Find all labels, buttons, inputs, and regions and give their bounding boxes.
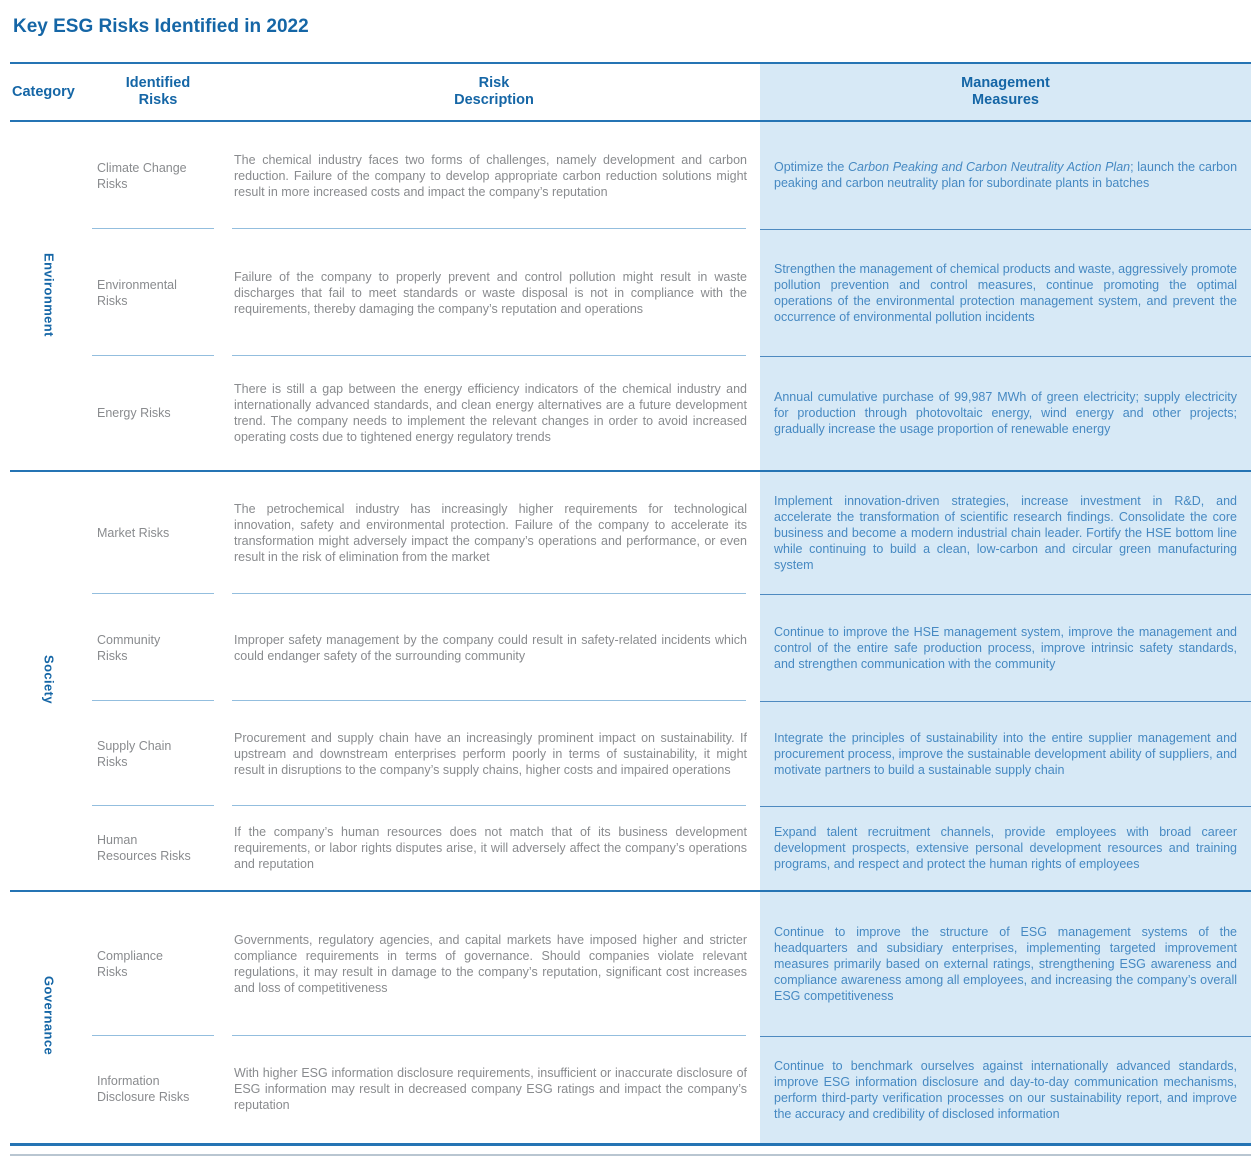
- category-group-society: [10, 471, 1251, 891]
- header-management-measures: Management Measures: [760, 63, 1251, 121]
- management-measure: Strengthen the management of chemical products and waste, aggressively promote pollution prevention and control measures, continue promoting the optimal operations of the environmental protection management system, and prevent the occurrence of environmental pollution incidents: [760, 229, 1251, 356]
- table-header: [10, 63, 1251, 121]
- risk-name: Environmental Risks: [88, 229, 228, 356]
- management-measure: Continue to benchmark ourselves against internationally advanced standards, improve ESG information disclosure and day-to-day communication mechanisms, perform third-party verification processes on our sustainability report, and improve the accuracy and credibility of disclosed information: [760, 1036, 1251, 1144]
- risk-description: Procurement and supply chain have an increasingly prominent impact on sustainability. If upstream and downstream enterprises perform poorly in terms of sustainability, it might result in disruptions to the company’s supply chains, higher costs and impaired operations: [228, 701, 760, 806]
- header-category: [10, 63, 88, 121]
- risk-name: Climate Change Risks: [88, 121, 228, 229]
- category-cell-governance: [10, 891, 88, 1144]
- management-measure: Expand talent recruitment channels, provide employees with broad career development prospects, extensive personal development resources and training programs, and respect and protect the human rights of employees: [760, 806, 1251, 891]
- category-cell-society: [10, 471, 88, 891]
- table-row-market: [10, 471, 1251, 594]
- management-measure: Integrate the principles of sustainability into the entire supplier management and procurement process, improve the sustainable development ability of suppliers, and motivate partners to build a sustainable supply chain: [760, 701, 1251, 806]
- table-bottom-rule: [10, 1154, 1251, 1156]
- management-measure: Annual cumulative purchase of 99,987 MWh of green electricity; supply electricity for production through photovoltaic energy, wind energy and other projects; gradually increase the usage proportion of renewable energy: [760, 356, 1251, 471]
- table-row-climate-change: [10, 121, 1251, 229]
- risk-name: Human Resources Risks: [88, 806, 228, 891]
- category-group-governance: [10, 891, 1251, 1144]
- risk-name: Supply Chain Risks: [88, 701, 228, 806]
- management-measure: Continue to improve the HSE management system, improve the management and control of the entire safe production process, improve intrinsic safety standards, and strengthen communication with the community: [760, 594, 1251, 701]
- risk-name: Market Risks: [88, 471, 228, 594]
- plan-name-italic: Carbon Peaking and Carbon Neutrality Action Plan: [848, 160, 1131, 175]
- risk-description: The chemical industry faces two forms of challenges, namely development and carbon reduction. Failure of the company to develop appropriate carbon reduction solutions might result in more increased costs and impact the company’s reputation: [228, 121, 760, 229]
- header-category-label: Category: [12, 83, 75, 100]
- risk-description: Improper safety management by the company could result in safety-related incidents which could endanger safety of the surrounding community: [228, 594, 760, 701]
- table-row-energy: [10, 356, 1251, 471]
- risk-name: Compliance Risks: [88, 891, 228, 1036]
- category-label: Society: [41, 654, 57, 705]
- header-risk-description: Risk Description: [228, 63, 760, 121]
- measure-text: Optimize the Carbon Peaking and Carbon Neutrality Action Plan; launch the carbon peaking and carbon neutrality plan for subordinate plants in batches: [774, 160, 1238, 191]
- table-row-environmental: [10, 229, 1251, 356]
- table-row-human-resources: [10, 806, 1251, 891]
- risk-name: Community Risks: [88, 594, 228, 701]
- category-cell-environment: [10, 121, 88, 471]
- page-title: Key ESG Risks Identified in 2022: [13, 16, 309, 37]
- risk-description: The petrochemical industry has increasingly higher requirements for technological innovation, safety and environmental protection. Failure of the company to accelerate its transformation might adversely impact the company’s operations and performance, or even result in the risk of elimination from the market: [228, 471, 760, 594]
- table-row-community: [10, 594, 1251, 701]
- risk-name: Information Disclosure Risks: [88, 1036, 228, 1144]
- header-row: [10, 63, 1251, 121]
- header-identified-risks: Identified Risks: [88, 63, 228, 121]
- category-label: Governance: [41, 976, 57, 1056]
- management-measure: Continue to improve the structure of ESG management systems of the headquarters and subsidiary enterprises, implementing targeted improvement measures primarily based on external ratings, strengthening ESG awareness and compliance awareness among all employees, and increasing the company’s overall ESG competitiveness: [760, 891, 1251, 1036]
- risk-description: Failure of the company to properly prevent and control pollution might result in waste discharges that fail to meet standards or waste disposal is not in compliance with the requirements, thereby damaging the company’s reputation and operations: [228, 229, 760, 356]
- risk-description: Governments, regulatory agencies, and capital markets have imposed higher and stricter compliance requirements in terms of governance. Should companies violate relevant regulations, it may result in damage to the company’s reputation, significant cost increases and loss of competitiveness: [228, 891, 760, 1036]
- table-row-supply-chain: [10, 701, 1251, 806]
- table-row-compliance: [10, 891, 1251, 1036]
- risk-name: Energy Risks: [88, 356, 228, 471]
- category-label: Environment: [41, 252, 57, 337]
- esg-risk-table: [10, 62, 1251, 1146]
- risk-description: With higher ESG information disclosure requirements, insufficient or inaccurate disclosure of ESG information may result in decreased company ESG ratings and impact the company’s reputation: [228, 1036, 760, 1144]
- risk-description: If the company’s human resources does not match that of its business development requirements, or labor rights disputes arise, it will adversely affect the company’s operations and reputation: [228, 806, 760, 891]
- table-row-information-disclosure: [10, 1036, 1251, 1144]
- category-group-environment: [10, 121, 1251, 471]
- management-measure: [760, 121, 1251, 229]
- risk-description: There is still a gap between the energy efficiency indicators of the chemical industry and internationally advanced standards, and clean energy alternatives are a future development trend. The company needs to implement the relevant changes in order to avoid increased operating costs due to tightened energy regulatory trends: [228, 356, 760, 471]
- management-measure: Implement innovation-driven strategies, increase investment in R&D, and accelerate the transformation of scientific research findings. Consolidate the core business and become a modern industrial chain leader. Fortify the HSE bottom line while continuing to build a clean, low-carbon and circular green manufacturing system: [760, 471, 1251, 594]
